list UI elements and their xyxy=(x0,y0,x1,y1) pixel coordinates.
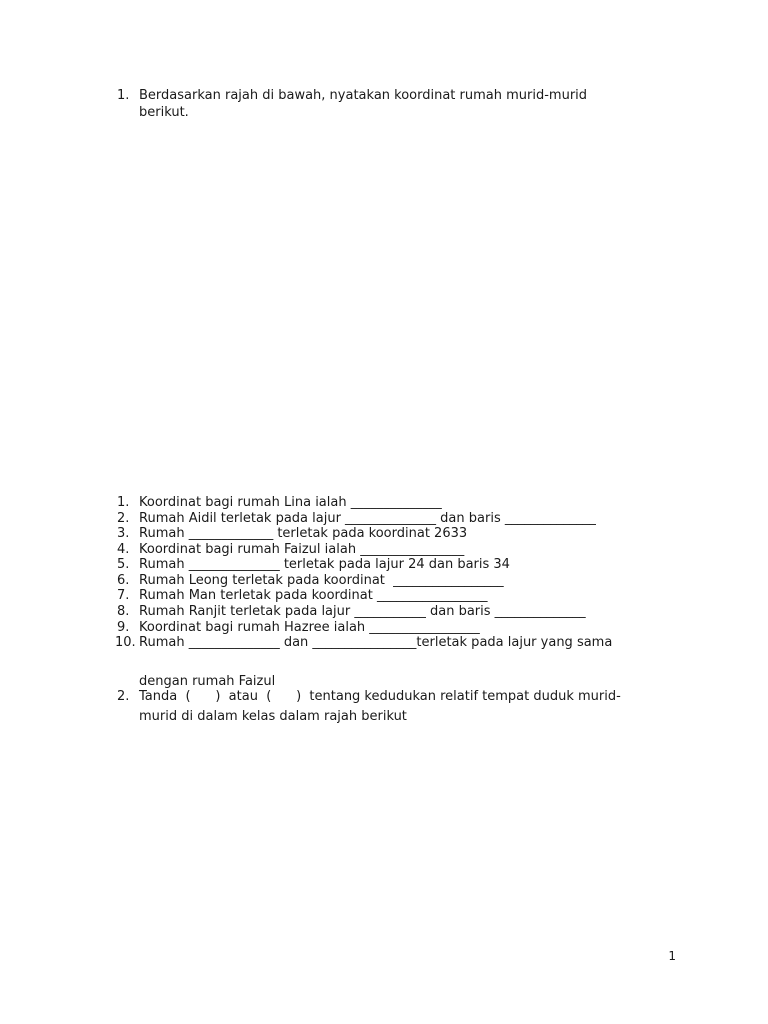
question-1-number: 1. xyxy=(117,88,130,103)
item-7-number: 7. xyxy=(117,588,130,603)
item-9-number: 9. xyxy=(117,620,130,635)
item-6-text: Rumah Leong terletak pada koordinat _________________ xyxy=(139,573,504,588)
item-4-text: Koordinat bagi rumah Faizul ialah ________________ xyxy=(139,542,465,557)
question-1-text-line-2: berikut. xyxy=(139,105,189,120)
question-1-text-line-1: Berdasarkan rajah di bawah, nyatakan koordinat rumah murid-murid xyxy=(139,88,588,103)
item-7-text: Rumah Man terletak pada koordinat _________________ xyxy=(139,588,488,603)
item-3-number: 3. xyxy=(117,526,130,541)
item-1-text: Koordinat bagi rumah Lina ialah ______________ xyxy=(139,495,442,510)
question-2-number: 2. xyxy=(117,689,130,704)
item-4-number: 4. xyxy=(117,542,130,557)
item-9-text: Koordinat bagi rumah Hazree ialah _________________ xyxy=(139,620,480,635)
item-10-number: 10. xyxy=(115,635,136,650)
question-2-text-line-1: Tanda ( ) atau ( ) tentang kedudukan relatif tempat duduk murid- xyxy=(139,689,621,704)
question-2-text-line-2: murid di dalam kelas dalam rajah berikut xyxy=(139,709,407,724)
item-10-text: Rumah ______________ dan ________________terletak pada lajur yang sama xyxy=(139,635,613,650)
item-5-number: 5. xyxy=(117,557,130,572)
item-1-number: 1. xyxy=(117,495,130,510)
item-8-number: 8. xyxy=(117,604,130,619)
item-10-continuation: dengan rumah Faizul xyxy=(139,674,276,689)
item-5-text: Rumah ______________ terletak pada lajur 24 dan baris 34 xyxy=(139,557,510,572)
item-2-number: 2. xyxy=(117,511,130,526)
item-2-text: Rumah Aidil terletak pada lajur ______________ dan baris ______________ xyxy=(139,511,596,526)
item-3-text: Rumah _____________ terletak pada koordinat 2633 xyxy=(139,526,468,541)
item-6-number: 6. xyxy=(117,573,130,588)
page-number: 1 xyxy=(668,949,676,963)
item-8-text: Rumah Ranjit terletak pada lajur ___________ dan baris ______________ xyxy=(139,604,586,619)
